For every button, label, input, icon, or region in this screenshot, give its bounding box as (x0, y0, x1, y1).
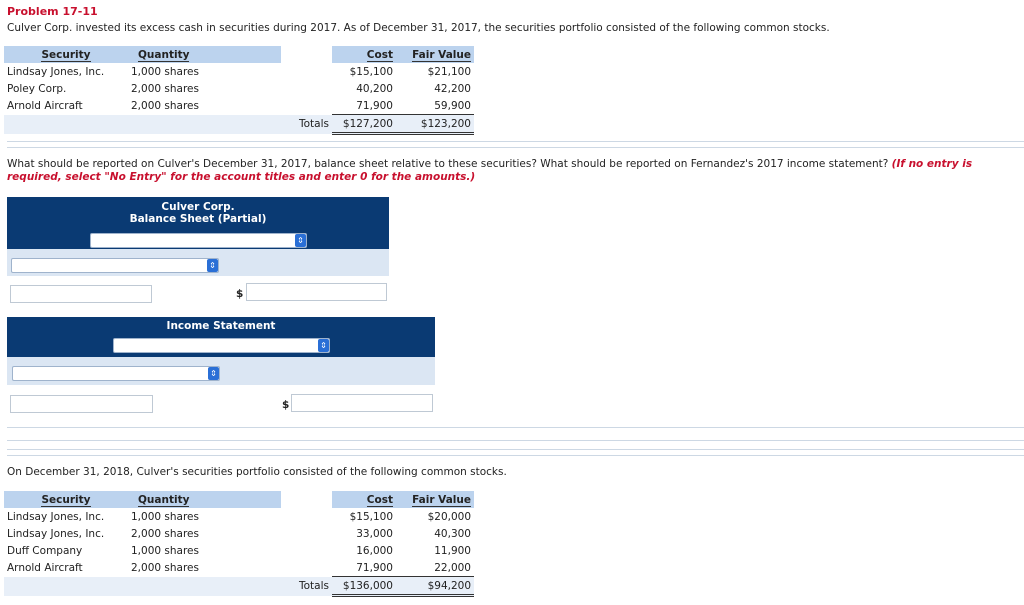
table-header (4, 491, 474, 508)
cell-fair-value: 40,300 (434, 527, 471, 540)
balance-sheet-amount-input[interactable] (246, 283, 387, 301)
statement-title: Balance Sheet (Partial) (129, 213, 267, 225)
table-row (4, 559, 474, 577)
section-divider (7, 141, 1024, 142)
dollar-sign: $ (236, 288, 244, 300)
cell-fair-value: 11,900 (434, 544, 471, 557)
question-body: What should be reported on Culver's December 31, 2017, balance sheet relative to these securities? What should be reported on Fernandez's 2017 income statement? (7, 158, 892, 170)
securities-table-2018 (4, 491, 474, 597)
cell-cost: 33,000 (356, 527, 393, 540)
cell-quantity: 1,000 shares (131, 544, 199, 557)
table-row (4, 97, 474, 115)
cell-security: Duff Company (7, 544, 83, 557)
cell-fair-value: 42,200 (434, 82, 471, 95)
section-divider (7, 455, 1024, 456)
cell-fair-value: 22,000 (396, 559, 474, 577)
header-security: Security (41, 493, 91, 506)
intro-text: Culver Corp. invested its excess cash in securities during 2017. As of December 31, 2017, the securities portfolio consisted of the following common stocks. (7, 22, 830, 34)
section-divider (7, 427, 1024, 441)
header-fair-value: Fair Value (412, 493, 471, 506)
table-row (4, 525, 474, 542)
question-hint: (If no entry is required, select "No Entry" for the account titles and enter 0 for the amounts.) (7, 158, 973, 183)
select-arrow-icon: ⇕ (318, 339, 329, 352)
intro-text-2018: On December 31, 2018, Culver's securities portfolio consisted of the following common stocks. (7, 466, 507, 478)
cell-quantity: 1,000 shares (131, 510, 199, 523)
cell-security: Arnold Aircraft (7, 561, 83, 574)
header-cost: Cost (366, 493, 393, 506)
cell-fair-value: $21,100 (427, 65, 471, 78)
balance-sheet-label-input[interactable] (10, 285, 152, 303)
cell-security: Lindsay Jones, Inc. (7, 65, 105, 78)
cell-cost: $15,100 (349, 65, 393, 78)
cell-security: Arnold Aircraft (7, 99, 83, 112)
cell-security: Lindsay Jones, Inc. (7, 510, 105, 523)
cell-cost: 71,900 (332, 559, 396, 577)
header-fair-value: Fair Value (412, 48, 471, 61)
securities-table-2017 (4, 46, 474, 135)
cell-quantity: 1,000 shares (131, 65, 199, 78)
select-arrow-icon: ⇕ (207, 259, 218, 272)
total-fair-value: $94,200 (396, 577, 474, 596)
cell-cost: $15,100 (349, 510, 393, 523)
section-divider (7, 449, 1024, 450)
income-statement-heading-select[interactable] (113, 338, 330, 353)
table-row (4, 542, 474, 559)
totals-row (4, 115, 474, 134)
header-security: Security (41, 48, 91, 61)
section-divider (7, 147, 1024, 148)
totals-label: Totals (281, 577, 332, 596)
total-cost: $136,000 (332, 577, 396, 596)
totals-row (4, 577, 474, 596)
balance-sheet-account-select[interactable] (11, 258, 219, 273)
cell-quantity: 2,000 shares (131, 82, 199, 95)
income-statement-label-input[interactable] (10, 395, 153, 413)
total-cost: $127,200 (332, 115, 396, 134)
balance-sheet-heading-select[interactable] (90, 233, 307, 248)
table-row (4, 63, 474, 80)
header-quantity: Quantity (138, 493, 190, 506)
table-header (4, 46, 474, 63)
dollar-sign: $ (282, 399, 290, 411)
income-statement-account-select[interactable] (12, 366, 220, 381)
table-row (4, 80, 474, 97)
cell-quantity: 2,000 shares (131, 561, 199, 574)
problem-title: Problem 17-11 (7, 5, 98, 18)
question-text (7, 158, 1019, 184)
select-arrow-icon: ⇕ (208, 367, 219, 380)
header-cost: Cost (366, 48, 393, 61)
cell-cost: 40,200 (356, 82, 393, 95)
select-arrow-icon: ⇕ (295, 234, 306, 247)
table-row (4, 508, 474, 525)
cell-fair-value: 59,900 (396, 97, 474, 115)
cell-security: Poley Corp. (7, 82, 67, 95)
cell-security: Lindsay Jones, Inc. (7, 527, 105, 540)
cell-cost: 16,000 (356, 544, 393, 557)
cell-cost: 71,900 (332, 97, 396, 115)
statement-title: Income Statement (166, 320, 276, 332)
income-statement-amount-input[interactable] (291, 394, 433, 412)
totals-label: Totals (281, 115, 332, 134)
company-name: Culver Corp. (161, 201, 235, 213)
cell-quantity: 2,000 shares (131, 527, 199, 540)
cell-quantity: 2,000 shares (131, 99, 199, 112)
header-quantity: Quantity (138, 48, 190, 61)
cell-fair-value: $20,000 (427, 510, 471, 523)
total-fair-value: $123,200 (396, 115, 474, 134)
